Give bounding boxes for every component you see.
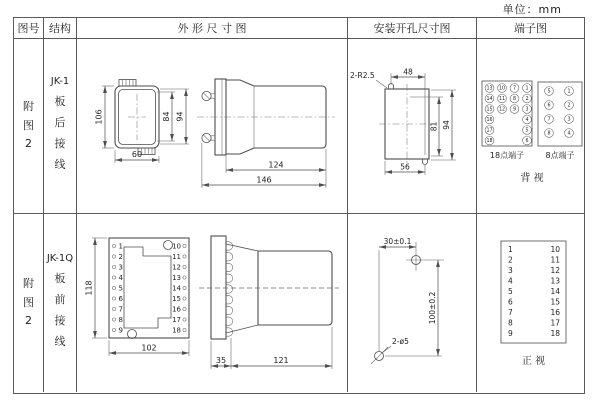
svg-text:16: 16 bbox=[550, 308, 560, 317]
fig-no-jk1 bbox=[14, 39, 44, 214]
svg-text:16: 16 bbox=[486, 118, 493, 124]
svg-text:15: 15 bbox=[486, 107, 493, 113]
svg-text:9: 9 bbox=[512, 107, 517, 113]
dim-front-height bbox=[95, 86, 115, 148]
dim-front-height bbox=[85, 238, 108, 338]
svg-text:94: 94 bbox=[442, 120, 451, 130]
terminal-drawing-jk1 bbox=[477, 39, 584, 214]
svg-text:2: 2 bbox=[525, 97, 529, 103]
mount-hole-bottom bbox=[128, 330, 137, 339]
svg-text:18: 18 bbox=[550, 329, 560, 338]
svg-text:146: 146 bbox=[256, 175, 272, 185]
svg-text:2: 2 bbox=[508, 255, 513, 265]
terminal-cell-jk1q bbox=[477, 214, 584, 392]
svg-text:15: 15 bbox=[550, 297, 560, 307]
structure-jk1q bbox=[44, 214, 77, 392]
svg-text:1: 1 bbox=[118, 242, 123, 251]
svg-text:6: 6 bbox=[508, 297, 513, 307]
svg-text:10: 10 bbox=[498, 86, 506, 92]
dim-panel-depth bbox=[211, 338, 231, 369]
svg-text:4: 4 bbox=[525, 118, 529, 124]
svg-text:2-ø5: 2-ø5 bbox=[392, 337, 409, 346]
dim-front-width bbox=[109, 340, 189, 356]
svg-text:106: 106 bbox=[94, 109, 104, 125]
svg-text:3: 3 bbox=[525, 107, 529, 113]
svg-text:30±0.1: 30±0.1 bbox=[383, 237, 412, 246]
svg-text:94: 94 bbox=[175, 111, 185, 122]
side-screws bbox=[226, 242, 233, 336]
model-name: JK-1 bbox=[50, 76, 70, 88]
view-label-back: 背 视 bbox=[520, 173, 544, 184]
svg-text:11: 11 bbox=[172, 253, 181, 261]
outline-cell-jk1q bbox=[77, 214, 348, 392]
terminal-tab-top bbox=[119, 80, 136, 87]
svg-text:10: 10 bbox=[550, 245, 560, 254]
fig-no-text: 附图2 bbox=[23, 276, 34, 328]
svg-text:16: 16 bbox=[172, 305, 181, 314]
fig-no-text: 附图2 bbox=[23, 99, 34, 151]
screw-terminal-bottom bbox=[202, 133, 215, 142]
unit-label: 单位：mm bbox=[502, 3, 562, 16]
svg-text:4: 4 bbox=[118, 274, 123, 282]
svg-text:102: 102 bbox=[141, 343, 157, 353]
svg-text:17: 17 bbox=[550, 318, 560, 328]
svg-text:4: 4 bbox=[508, 276, 513, 286]
svg-text:5: 5 bbox=[525, 128, 529, 134]
side-view-body bbox=[199, 236, 339, 339]
svg-text:2-R2.5: 2-R2.5 bbox=[350, 71, 375, 80]
front-view-case bbox=[115, 86, 159, 148]
svg-text:13: 13 bbox=[550, 276, 560, 286]
terminal-numbers-left bbox=[508, 245, 513, 338]
side-view-body bbox=[197, 79, 335, 155]
svg-text:118: 118 bbox=[84, 280, 94, 296]
hole-diameter-callout bbox=[382, 337, 409, 353]
svg-text:48: 48 bbox=[403, 67, 413, 77]
svg-text:9: 9 bbox=[508, 329, 513, 338]
terminal-pins-8 bbox=[545, 87, 574, 138]
dim-body-length bbox=[226, 149, 326, 188]
label-8pt: 8点端子 bbox=[545, 151, 575, 160]
terminal-numbers-right bbox=[550, 245, 560, 338]
svg-text:5: 5 bbox=[118, 284, 123, 293]
svg-text:17: 17 bbox=[172, 316, 181, 324]
svg-text:60: 60 bbox=[131, 150, 143, 159]
cutout-outline bbox=[379, 73, 435, 166]
front-terminals-left bbox=[112, 243, 123, 335]
svg-text:18: 18 bbox=[172, 326, 181, 335]
header-install: 安装开孔尺寸图 bbox=[348, 18, 477, 39]
install-cell-jk1 bbox=[348, 39, 477, 214]
outline-drawing-jk1 bbox=[77, 39, 348, 214]
header-fig-no: 图号 bbox=[14, 18, 44, 39]
dim-front-width bbox=[115, 150, 159, 163]
dim-body-length bbox=[231, 327, 332, 369]
header-outline: 外 形 尺 寸 图 bbox=[77, 18, 348, 39]
wiring-type: 板后接线 bbox=[54, 95, 66, 171]
svg-text:11: 11 bbox=[498, 97, 506, 103]
fig-no-jk1q bbox=[14, 214, 44, 392]
svg-text:100±0.2: 100±0.2 bbox=[428, 291, 437, 325]
install-cell-jk1q bbox=[348, 214, 477, 392]
svg-text:7: 7 bbox=[547, 117, 551, 123]
wiring-type: 板前接线 bbox=[54, 272, 66, 348]
svg-text:8: 8 bbox=[512, 97, 517, 103]
view-label-front: 正 视 bbox=[521, 356, 546, 367]
terminal-drawing-jk1q bbox=[477, 214, 584, 392]
svg-text:14: 14 bbox=[550, 287, 560, 296]
svg-text:6: 6 bbox=[118, 295, 123, 303]
svg-text:6: 6 bbox=[525, 139, 529, 145]
svg-text:3: 3 bbox=[508, 266, 513, 275]
svg-text:124: 124 bbox=[268, 160, 284, 170]
svg-text:2: 2 bbox=[567, 103, 571, 109]
svg-text:13: 13 bbox=[486, 86, 493, 92]
install-drawing-jk1 bbox=[348, 39, 477, 214]
terminal-pins-18 bbox=[485, 84, 531, 145]
svg-text:12: 12 bbox=[172, 263, 181, 272]
structure-jk1 bbox=[44, 39, 77, 214]
front-terminals-right bbox=[172, 243, 186, 335]
label-18pt: 18点端子 bbox=[489, 151, 525, 160]
svg-text:3: 3 bbox=[118, 263, 123, 272]
svg-text:14: 14 bbox=[172, 284, 181, 293]
svg-text:12: 12 bbox=[498, 107, 506, 113]
svg-text:8: 8 bbox=[508, 318, 513, 328]
svg-text:15: 15 bbox=[172, 295, 181, 303]
svg-text:1: 1 bbox=[508, 245, 513, 254]
dimension-table bbox=[13, 17, 585, 394]
dim-inner-height bbox=[410, 97, 443, 156]
svg-text:7: 7 bbox=[512, 86, 517, 92]
svg-text:4: 4 bbox=[567, 131, 571, 137]
svg-text:8: 8 bbox=[547, 131, 551, 137]
svg-text:35: 35 bbox=[215, 356, 227, 365]
dim-slot-span bbox=[391, 68, 425, 78]
svg-text:13: 13 bbox=[172, 274, 181, 282]
svg-text:14: 14 bbox=[486, 97, 493, 103]
svg-text:121: 121 bbox=[273, 356, 289, 365]
dim-hole-spacing-h bbox=[379, 237, 416, 247]
header-structure: 结构 bbox=[44, 18, 77, 39]
svg-text:7: 7 bbox=[508, 308, 513, 317]
dim-contact-height bbox=[157, 92, 175, 141]
outline-cell-jk1 bbox=[77, 39, 348, 214]
svg-text:18: 18 bbox=[486, 139, 493, 145]
dim-total-length bbox=[202, 143, 326, 188]
svg-text:6: 6 bbox=[547, 103, 551, 109]
svg-text:12: 12 bbox=[550, 266, 560, 275]
svg-text:56: 56 bbox=[400, 162, 410, 172]
svg-text:10: 10 bbox=[172, 242, 181, 251]
svg-text:17: 17 bbox=[486, 128, 493, 134]
svg-text:9: 9 bbox=[118, 326, 123, 335]
outline-drawing-jk1q bbox=[77, 214, 348, 392]
svg-text:7: 7 bbox=[118, 305, 123, 314]
svg-text:8: 8 bbox=[118, 316, 123, 324]
svg-text:1: 1 bbox=[525, 86, 529, 92]
svg-text:81: 81 bbox=[429, 121, 439, 132]
dim-cutout-width bbox=[385, 161, 425, 175]
svg-text:3: 3 bbox=[567, 117, 571, 123]
svg-text:11: 11 bbox=[550, 255, 560, 265]
svg-text:5: 5 bbox=[508, 287, 513, 296]
model-name: JK-1Q bbox=[46, 253, 74, 265]
slot-radius-callout bbox=[350, 71, 387, 88]
svg-text:1: 1 bbox=[567, 89, 571, 95]
install-drawing-jk1q bbox=[348, 214, 477, 392]
screw-terminal-top bbox=[202, 91, 215, 100]
svg-text:2: 2 bbox=[118, 253, 123, 261]
header-terminal: 端子图 bbox=[477, 18, 584, 39]
svg-text:84: 84 bbox=[162, 111, 171, 122]
terminal-cell-jk1 bbox=[477, 39, 584, 214]
svg-text:5: 5 bbox=[547, 89, 551, 95]
